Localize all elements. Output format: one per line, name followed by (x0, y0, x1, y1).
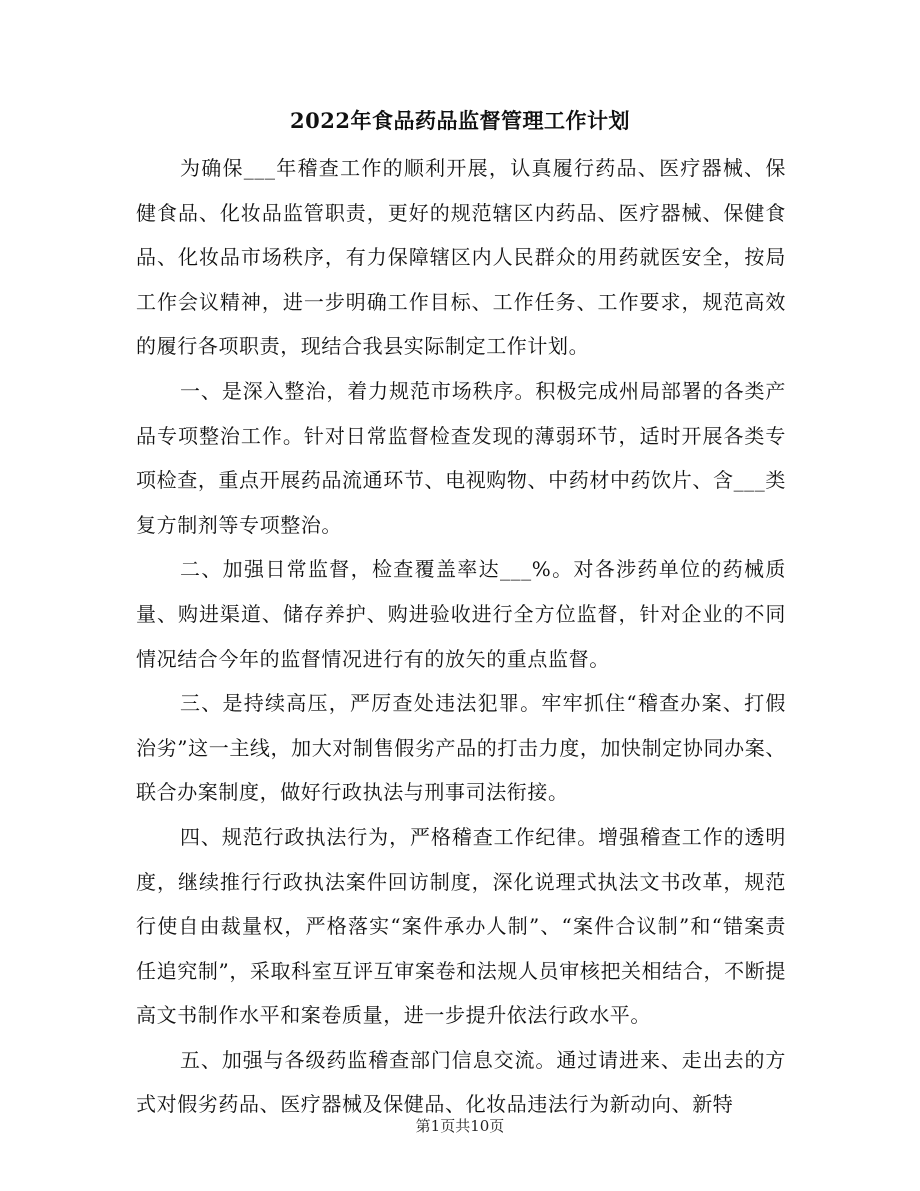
paragraph-item-5: 五、加强与各级药监稽查部门信息交流。通过请进来、走出去的方式对假劣药品、医疗器械及保健品、化妆品违法行为新动向、新特 (136, 1047, 786, 1117)
paragraph-item-4: 四、规范行政执法行为，严格稽查工作纪律。增强稽查工作的透明度，继续推行行政执法案件回访制度，深化说理式执法文书改革，规范行使自由裁量权，严格落实“案件承办人制”、“案件合议制”和“错案责任追究制”，采取科室互评互审案卷和法规人员审核把关相结合，不断提高文书制作水平和案卷质量，进一步提升依法行政水平。 (136, 824, 786, 1028)
paragraph-item-3: 三、是持续高压，严厉查处违法犯罪。牢牢抓住“稽查办案、打假治劣”这一主线，加大对制售假劣产品的打击力度，加快制定协同办案、联合办案制度，做好行政执法与刑事司法衔接。 (136, 691, 786, 805)
document-body (136, 146, 786, 1127)
paragraph-item-1: 一、是深入整治，着力规范市场秩序。积极完成州局部署的各类产品专项整治工作。针对日常监督检查发现的薄弱环节，适时开展各类专项检查，重点开展药品流通环节、电视购物、中药材中药饮片、含___类复方制剂等专项整治。 (136, 378, 786, 537)
page-number-footer: 第1页共10页 (415, 1117, 505, 1135)
document-title: 2022年食品药品监督管理工作计划 (290, 108, 630, 133)
paragraph-intro: 为确保___年稽查工作的顺利开展，认真履行药品、医疗器械、保健食品、化妆品监管职责，更好的规范辖区内药品、医疗器械、保健食品、化妆品市场秩序，有力保障辖区内人民群众的用药就医安全，按局工作会议精神，进一步明确工作目标、工作任务、工作要求，规范高效的履行各项职责，现结合我县实际制定工作计划。 (136, 156, 786, 359)
paragraph-item-2: 二、加强日常监督，检查覆盖率达___%。对各涉药单位的药械质量、购进渠道、储存养护、购进验收进行全方位监督，针对企业的不同情况结合今年的监督情况进行有的放矢的重点监督。 (136, 557, 786, 671)
